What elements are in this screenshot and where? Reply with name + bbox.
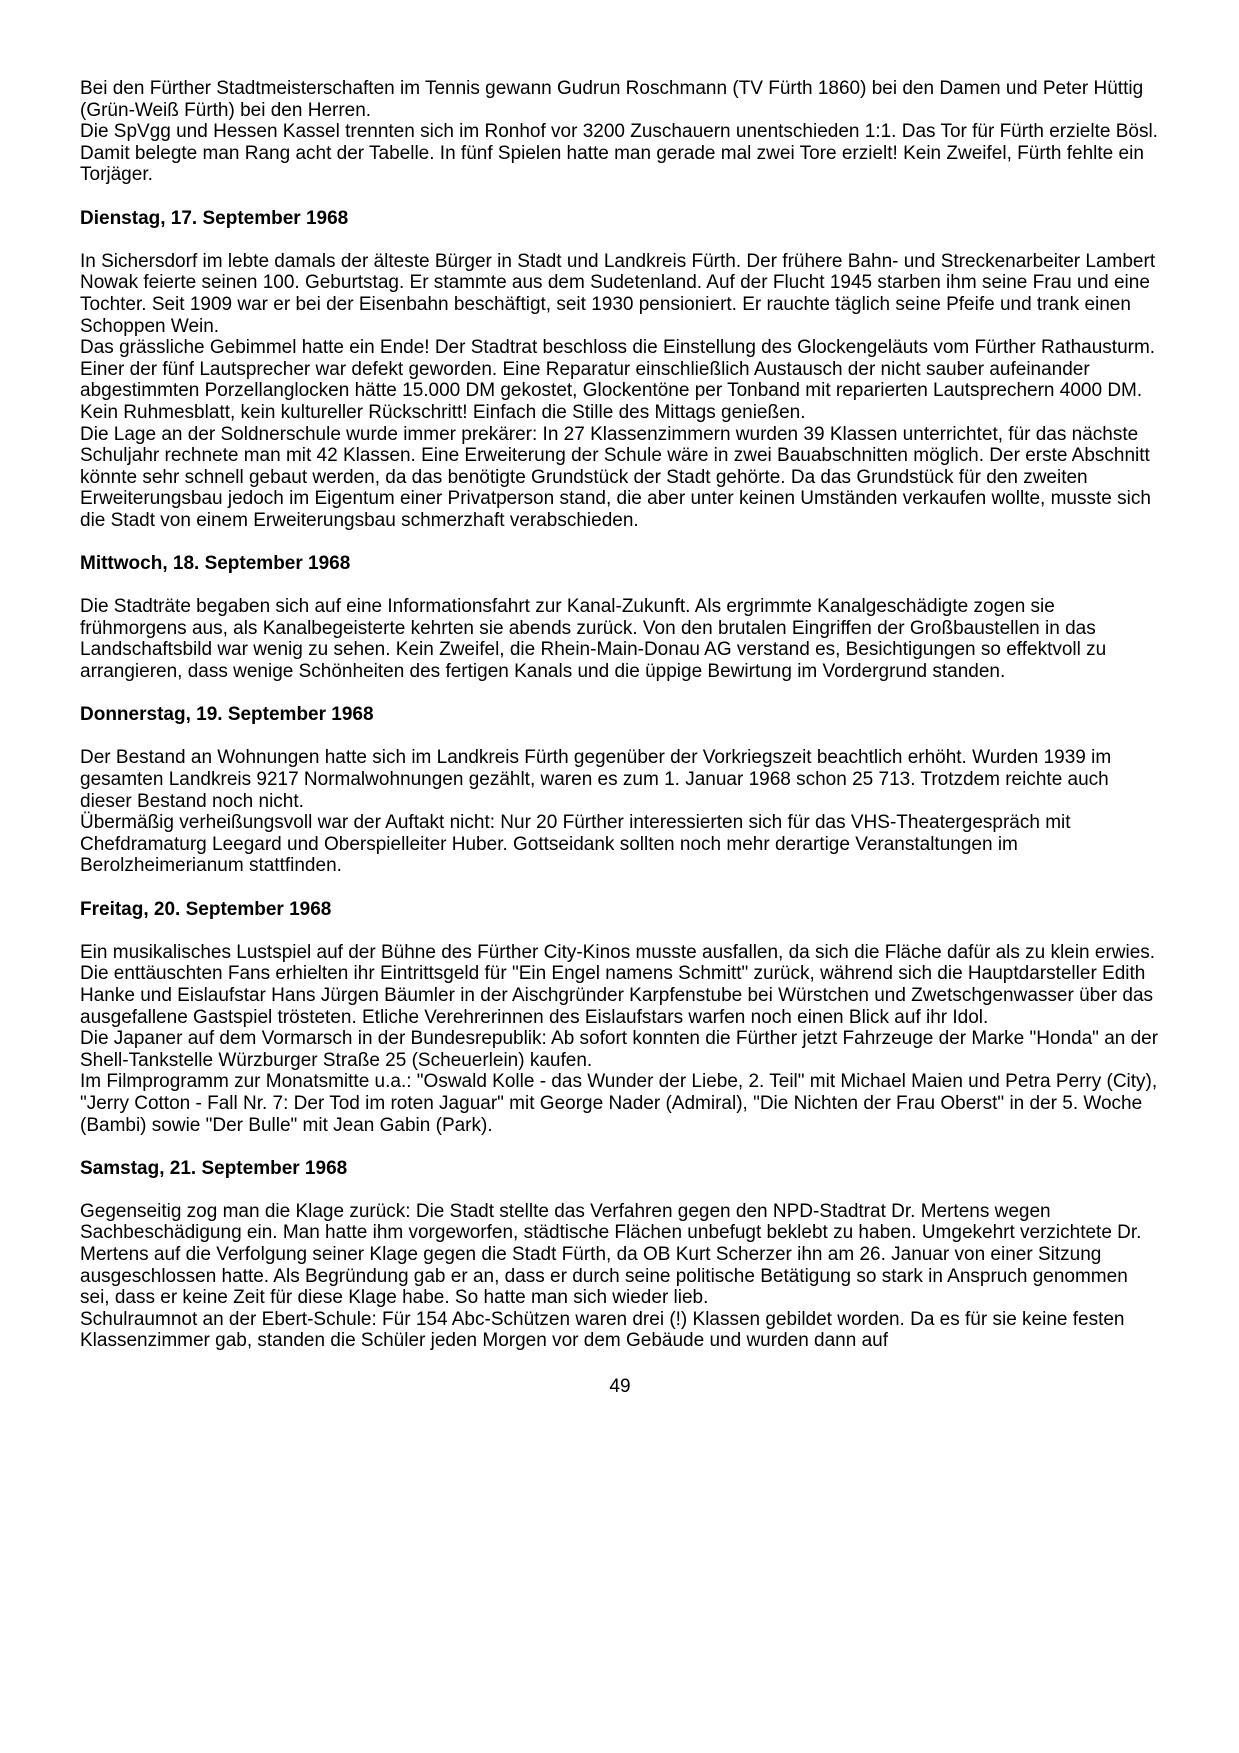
paragraph: Das grässliche Gebimmel hatte ein Ende! Der Stadtrat beschloss die Einstellung des Glockengeläuts vom Fürther Rathausturm. Einer der fünf Lautsprecher war defekt geworden. Eine Reparatur einschließlich Austausch der nicht sauber aufeinander abgestimmten Porzellanglocken hätte 15.000 DM gekostet, Glockentöne per Tonband mit reparierten Lautsprechern 4000 DM. Kein Ruhmesblatt, kein kultureller Rückschritt! Einfach die Stille des Mittags genießen. [80, 337, 1156, 423]
paragraph: Die Lage an der Soldnerschule wurde immer prekärer: In 27 Klassenzimmern wurden 39 Klassen unterrichtet, für das nächste Schuljahr rechnete man mit 42 Klassen. Eine Erweiterung der Schule wäre in zwei Bauabschnitten möglich. Der erste Abschnitt könnte sehr schnell gebaut werden, da das benötigte Grundstück der Stadt gehörte. Da das Grundstück für den zweiten Erweiterungsbau jedoch im Eigentum einer Privatperson stand, die aber unter keinen Umständen verkaufen wollte, musste sich die Stadt von einem Erweiterungsbau schmerzhaft verabschieden. [80, 423, 1151, 531]
document-content [80, 78, 1160, 1352]
paragraph: Die SpVgg und Hessen Kassel trennten sich im Ronhof vor 3200 Zuschauern unentschieden 1:1. Das Tor für Fürth erzielte Bösl. Damit belegte man Rang acht der Tabelle. In fünf Spielen hatte man gerade mal zwei Tore erzielt! Kein Zweifel, Fürth fehlte ein Torjäger. [80, 121, 1158, 186]
section-heading: Donnerstag, 19. September 1968 [80, 704, 374, 726]
page-number: 49 [609, 1376, 631, 1398]
paragraph: Die Stadträte begaben sich auf eine Informationsfahrt zur Kanal-Zukunft. Als ergrimmte Kanalgeschädigte zogen sie frühmorgens aus, als Kanalbegeisterte kehrten sie abends zurück. Von den brutalen Eingriffen der Großbaustellen in das Landschaftsbild war wenig zu sehen. Kein Zweifel, die Rhein-Main-Donau AG verstand es, Besichtigungen so effektvoll zu arrangieren, dass wenige Schönheiten des fertigen Kanals und die üppige Bewirtung im Vordergrund standen. [80, 596, 1107, 683]
paragraph: Der Bestand an Wohnungen hatte sich im Landkreis Fürth gegenüber der Vorkriegszeit beachtlich erhöht. Wurden 1939 im gesamten Landkreis 9217 Normalwohnungen gezählt, waren es zum 1. Januar 1968 schon 25 713. Trotzdem reichte auch dieser Bestand noch nicht. [80, 747, 1112, 812]
section-heading: Mittwoch, 18. September 1968 [80, 553, 351, 575]
paragraph: Im Filmprogramm zur Monatsmitte u.a.: "Oswald Kolle - das Wunder der Liebe, 2. Teil" mit Michael Maien und Petra Perry (City), "Jerry Cotton - Fall Nr. 7: Der Tod im roten Jaguar" mit George Nader (Admiral), "Die Nichten der Frau Oberst" in der 5. Woche (Bambi) sowie "Der Bulle" mit Jean Gabin (Park). [80, 1071, 1158, 1136]
paragraph: Ein musikalisches Lustspiel auf der Bühne des Fürther City-Kinos musste ausfallen, da sich die Fläche dafür als zu klein erwies. Die enttäuschten Fans erhielten ihr Eintrittsgeld für "Ein Engel namens Schmitt" zurück, während sich die Hauptdarsteller Edith Hanke und Eislaufstar Hans Jürgen Bäumler in der Aischgründer Karpfenstube bei Würstchen und Zwetschgenwasser über das ausgefallene Gastspiel trösteten. Etliche Verehrerinnen des Eislaufstars warfen noch einen Blick auf ihr Idol. [80, 941, 1156, 1028]
paragraph: Bei den Fürther Stadtmeisterschaften im Tennis gewann Gudrun Roschmann (TV Fürth 1860) bei den Damen und Peter Hüttig (Grün-Weiß Fürth) bei den Herren. [80, 78, 1144, 121]
paragraph: In Sichersdorf im lebte damals der älteste Bürger in Stadt und Landkreis Fürth. Der frühere Bahn- und Streckenarbeiter Lambert Nowak feierte seinen 100. Geburtstag. Er stammte aus dem Sudetenland. Auf der Flucht 1945 starben ihm seine Frau und eine Tochter. Seit 1909 war er bei der Eisenbahn beschäftigt, seit 1930 pensioniert. Er rauchte täglich seine Pfeife und trank einen Schoppen Wein. [80, 250, 1156, 337]
paragraph: Übermäßig verheißungsvoll war der Auftakt nicht: Nur 20 Fürther interessierten sich für das VHS-Theatergespräch mit Chefdramaturg Leegard und Oberspielleiter Huber. Gottseidank sollten noch mehr derartige Veranstaltungen im Berolzheimerianum stattfinden. [80, 812, 1071, 877]
paragraph: Gegenseitig zog man die Klage zurück: Die Stadt stellte das Verfahren gegen den NPD-Stadtrat Dr. Mertens wegen Sachbeschädigung ein. Man hatte ihm vorgeworfen, städtische Flächen unbefugt beklebt zu haben. Umgekehrt verzichtete Dr. Mertens auf die Verfolgung seiner Klage gegen die Stadt Fürth, da OB Kurt Scherzer ihn am 26. Januar von einer Sitzung ausgeschlossen hatte. Als Begründung gab er an, dass er durch seine politische Betätigung so stark in Anspruch genommen sei, dass er keine Zeit für diese Klage habe. So hatte man sich wieder lieb. [80, 1200, 1142, 1309]
paragraph: Schulraumnot an der Ebert-Schule: Für 154 Abc-Schützen waren drei (!) Klassen gebildet worden. Da es für sie keine festen Klassenzimmer gab, standen die Schüler jeden Morgen vor dem Gebäude und wurden dann auf [80, 1308, 1125, 1352]
section-heading: Dienstag, 17. September 1968 [80, 207, 349, 229]
section-heading: Samstag, 21. September 1968 [80, 1157, 348, 1179]
paragraph: Die Japaner auf dem Vormarsch in der Bundesrepublik: Ab sofort konnten die Fürther jetzt Fahrzeuge der Marke "Honda" an der Shell-Tankstelle Würzburger Straße 25 (Scheuerlein) kaufen. [80, 1028, 1159, 1071]
section-heading: Freitag, 20. September 1968 [80, 898, 332, 920]
